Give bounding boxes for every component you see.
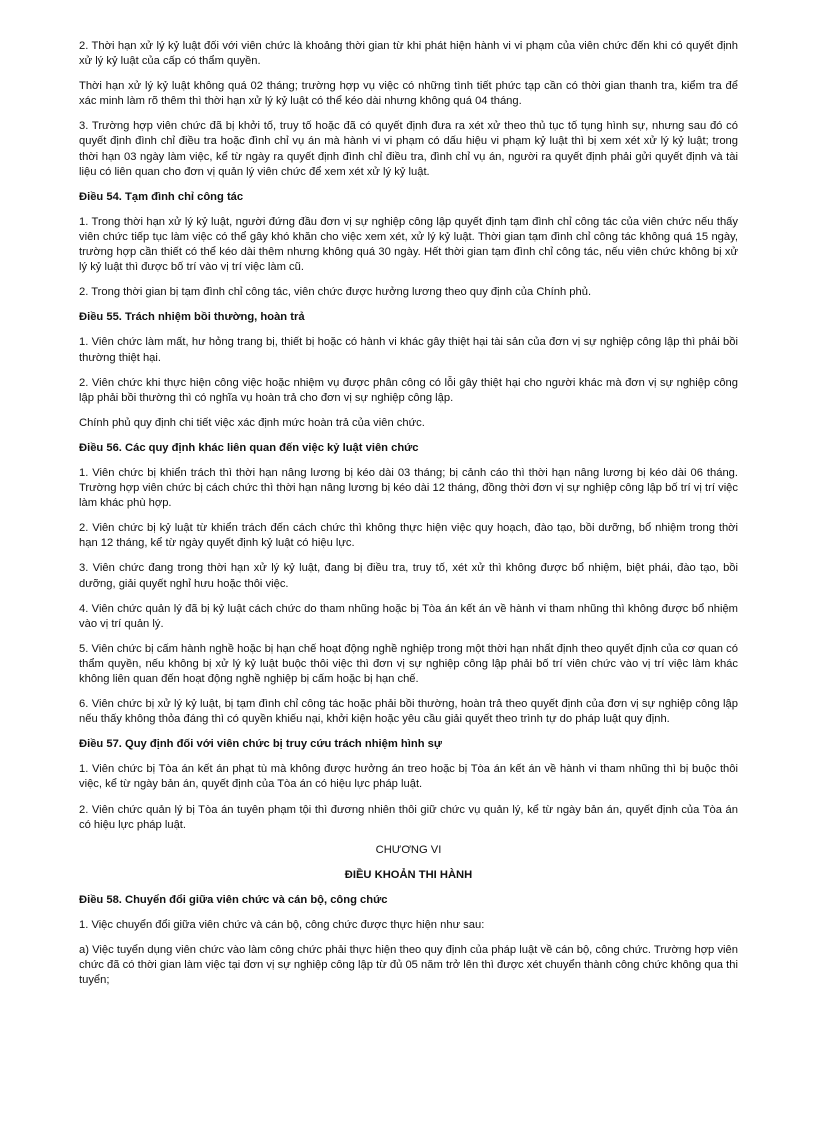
paragraph: 1. Việc chuyển đổi giữa viên chức và cán bộ, công chức được thực hiện như sau: bbox=[79, 919, 485, 932]
paragraph: 3. Trường hợp viên chức đã bị khởi tố, truy tố hoặc đã có quyết định đưa ra xét xử theo thủ tục tố tụng hình sự, nhưng sau đó có quyết định đình chỉ điều tra hoặc đình chỉ vụ án mà hành vi vi phạm có dấu hiệu vi phạm kỷ luật thì bị xem xét xử lý kỷ luật; trong thời hạn 03 ngày làm việc, kể từ ngày ra quyết định đình chỉ điều tra, đình chỉ vụ án, người ra quyết định phải gửi quyết định và tài liệu có liên quan cho đơn vị quản lý viên chức để xem xét xử lý kỷ luật. bbox=[79, 120, 738, 178]
paragraph: a) Việc tuyển dụng viên chức vào làm công chức phải thực hiện theo quy định của pháp luật về cán bộ, công chức. Trường hợp viên chức đã có thời gian làm việc tại đơn vị sự nghiệp công lập từ đủ 05 năm trở lên thì được xét chuyển thành công chức không qua thi tuyển; bbox=[79, 944, 738, 987]
paragraph: 1. Viên chức làm mất, hư hỏng trang bị, thiết bị hoặc có hành vi khác gây thiệt hại tài sản của đơn vị sự nghiệp công lập thì phải bồi thường thiệt hại. bbox=[79, 336, 738, 364]
paragraph: Thời hạn xử lý kỷ luật không quá 02 tháng; trường hợp vụ việc có những tình tiết phức tạp cần có thời gian thanh tra, kiểm tra để xác minh làm rõ thêm thì thời hạn xử lý kỷ luật có thể kéo dài nhưng không quá 04 tháng. bbox=[79, 80, 738, 108]
paragraph: Chính phủ quy định chi tiết việc xác định mức hoàn trả của viên chức. bbox=[79, 416, 425, 429]
paragraph: 1. Viên chức bị khiển trách thì thời hạn nâng lương bị kéo dài 03 tháng; bị cảnh cáo thì thời hạn nâng lương bị kéo dài 06 tháng. Trường hợp viên chức bị cách chức thì thời hạn nâng lương bị kéo dài 12 tháng, đồng thời đơn vị sự nghiệp công lập bố trí vị trí việc làm khác phù hợp. bbox=[79, 466, 738, 510]
paragraph: 1. Trong thời hạn xử lý kỷ luật, người đứng đầu đơn vị sự nghiệp công lập quyết định tạm đình chỉ công tác của viên chức nếu thấy viên chức tiếp tục làm việc có thể gây khó khăn cho việc xem xét, xử lý kỷ luật. Thời gian tạm đình chỉ công tác không quá 15 ngày, trường hợp cần thiết có thể kéo dài thêm nhưng không quá 30 ngày. Hết thời gian tạm đình chỉ công tác, nếu viên chức không bị xử lý kỷ luật thì được bố trí vào vị trí việc làm cũ. bbox=[79, 215, 738, 274]
paragraph: 2. Viên chức bị kỷ luật từ khiển trách đến cách chức thì không thực hiện việc quy hoạch, đào tạo, bồi dưỡng, bổ nhiệm trong thời hạn 12 tháng, kể từ ngày quyết định kỷ luật có hiệu lực. bbox=[79, 522, 738, 550]
chapter-title: ĐIỀU KHOẢN THI HÀNH bbox=[344, 868, 473, 881]
paragraph: 4. Viên chức quản lý đã bị kỷ luật cách chức do tham nhũng hoặc bị Tòa án kết án về hành vi tham nhũng thì không được bổ nhiệm vào vị trí quản lý. bbox=[79, 602, 738, 630]
chapter-number: CHƯƠNG VI bbox=[375, 843, 442, 856]
paragraph: 2. Thời hạn xử lý kỷ luật đối với viên chức là khoảng thời gian từ khi phát hiện hành vi vi phạm của viên chức đến khi có quyết định xử lý kỷ luật của cấp có thẩm quyền. bbox=[79, 40, 738, 68]
paragraph: 2. Viên chức khi thực hiện công việc hoặc nhiệm vụ được phân công có lỗi gây thiệt hại cho người khác mà đơn vị sự nghiệp công lập phải bồi thường thì có nghĩa vụ hoàn trả cho đơn vị sự nghiệp công lập. bbox=[79, 376, 738, 404]
article-heading: Điều 56. Các quy định khác liên quan đến việc kỷ luật viên chức bbox=[79, 441, 419, 454]
paragraph: 5. Viên chức bị cấm hành nghề hoặc bị hạn chế hoạt động nghề nghiệp trong một thời hạn nhất định theo quyết định của cơ quan có thẩm quyền, nếu không bị xử lý kỷ luật buộc thôi việc thì đơn vị sự nghiệp công lập phải bố trí viên chức vào vị trí việc làm khác không liên quan đến hoạt động nghề nghiệp bị cấm hoặc bị hạn chế. bbox=[79, 642, 738, 685]
article-heading: Điều 58. Chuyển đổi giữa viên chức và cán bộ, công chức bbox=[79, 893, 388, 906]
article-heading: Điều 54. Tạm đình chỉ công tác bbox=[79, 190, 244, 203]
paragraph: 2. Viên chức quản lý bị Tòa án tuyên phạm tội thì đương nhiên thôi giữ chức vụ quản lý, kể từ ngày bản án, quyết định của Tòa án có hiệu lực pháp luật. bbox=[79, 803, 738, 831]
article-heading: Điều 57. Quy định đối với viên chức bị truy cứu trách nhiệm hình sự bbox=[79, 738, 442, 751]
paragraph: 3. Viên chức đang trong thời hạn xử lý kỷ luật, đang bị điều tra, truy tố, xét xử thì không được bổ nhiệm, biệt phái, đào tạo, bồi dưỡng, giải quyết nghỉ hưu hoặc thôi việc. bbox=[79, 562, 738, 590]
paragraph: 6. Viên chức bị xử lý kỷ luật, bị tạm đình chỉ công tác hoặc phải bồi thường, hoàn trả theo quyết định của đơn vị sự nghiệp công lập nếu thấy không thỏa đáng thì có quyền khiếu nại, khởi kiện hoặc yêu cầu giải quyết theo trình tự do pháp luật quy định. bbox=[79, 698, 738, 726]
paragraph: 1. Viên chức bị Tòa án kết án phạt tù mà không được hưởng án treo hoặc bị Tòa án kết án về hành vi tham nhũng thì bị buộc thôi việc, kể từ ngày bản án, quyết định của Tòa án có hiệu lực pháp luật. bbox=[79, 763, 738, 791]
document-page bbox=[79, 39, 738, 998]
article-heading: Điều 55. Trách nhiệm bồi thường, hoàn trả bbox=[79, 311, 305, 324]
paragraph: 2. Trong thời gian bị tạm đình chỉ công tác, viên chức được hưởng lương theo quy định của Chính phủ. bbox=[79, 286, 592, 299]
